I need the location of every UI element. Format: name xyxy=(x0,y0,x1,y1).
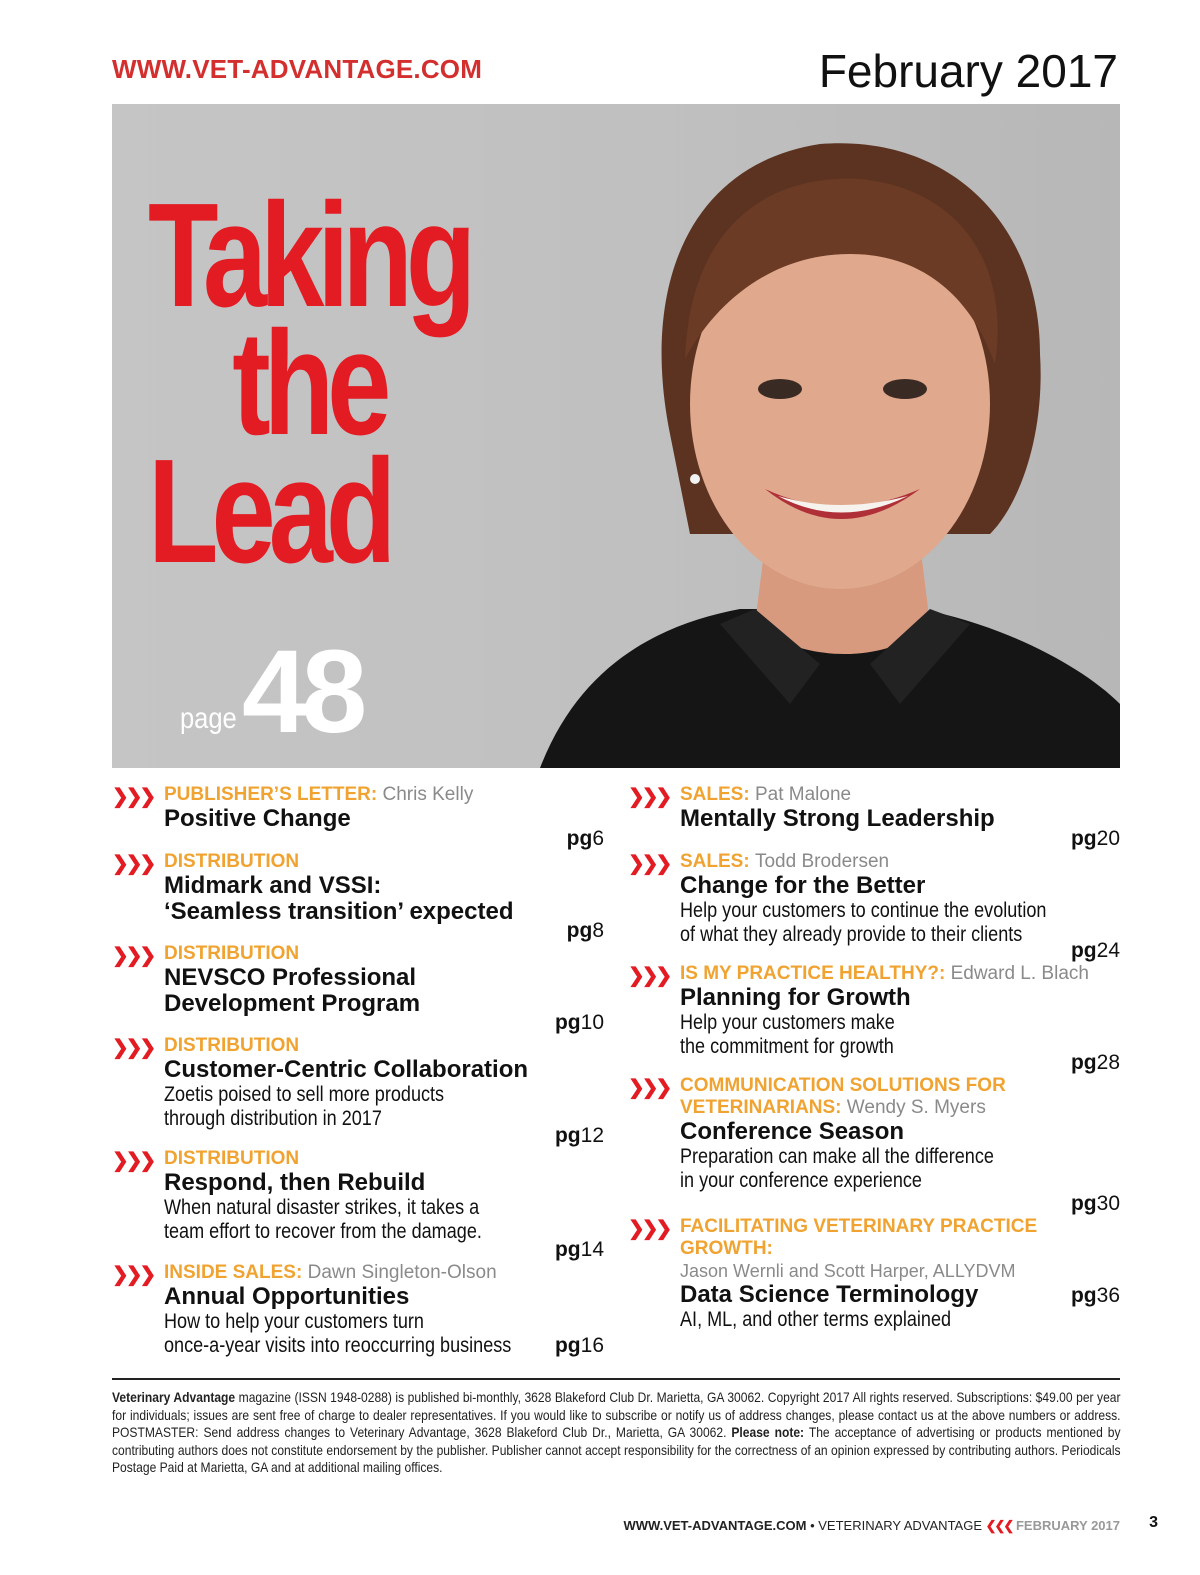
toc-entry[interactable] xyxy=(112,784,604,851)
toc-page-ref: pg12 xyxy=(554,1124,604,1147)
toc-kicker: DISTRIBUTION xyxy=(164,1148,300,1169)
toc-kicker: IS MY PRACTICE HEALTHY?: Edward L. Blach xyxy=(680,963,1089,984)
chevron-right-icon: ❯❯❯ xyxy=(112,1037,154,1059)
toc-page-ref: pg36 xyxy=(1070,1284,1120,1307)
toc-description: Preparation can make all the difference xyxy=(680,1145,994,1168)
cover-page-number[interactable]: 48 xyxy=(242,626,362,758)
toc-kicker: DISTRIBUTION xyxy=(164,943,300,964)
toc-byline: Jason Wernli and Scott Harper, ALLYDVM xyxy=(680,1261,1016,1281)
toc-title: Data Science Terminology xyxy=(680,1281,979,1308)
cover-headline xyxy=(148,173,470,594)
toc-description: team effort to recover from the damage. xyxy=(164,1220,482,1243)
toc-entry[interactable] xyxy=(628,1075,1120,1216)
folio-url[interactable]: WWW.VET-ADVANTAGE.COM xyxy=(623,1518,807,1533)
toc-kicker: COMMUNICATION SOLUTIONS FOR VETERINARIANS: Wendy S. Myers xyxy=(680,1075,1006,1118)
page-number: 3 xyxy=(1149,1514,1158,1531)
toc-title: Conference Season xyxy=(680,1118,905,1145)
toc-page-ref: pg20 xyxy=(1070,827,1120,850)
magazine-name: Veterinary Advantage xyxy=(112,1389,236,1405)
chevron-right-icon: ❯❯❯ xyxy=(628,1218,670,1240)
toc-byline: Dawn Singleton-Olson xyxy=(307,1262,497,1283)
right-eye xyxy=(883,379,927,399)
toc-page-ref: pg14 xyxy=(554,1238,604,1261)
page-folio xyxy=(623,1518,1120,1534)
toc-page-ref: pg10 xyxy=(554,1011,604,1034)
toc-page-ref: pg24 xyxy=(1070,939,1120,962)
toc-title: Positive Change xyxy=(164,805,351,832)
toc-title: ‘Seamless transition’ expected xyxy=(164,898,514,925)
folio-issue: FEBRUARY 2017 xyxy=(1015,1518,1120,1533)
toc-entry[interactable] xyxy=(112,943,604,1035)
toc-kicker: SALES: Pat Malone xyxy=(680,784,852,805)
toc-entry[interactable] xyxy=(628,1216,1120,1331)
earring xyxy=(690,474,700,484)
toc-description: once-a-year visits into reoccurring business xyxy=(164,1334,512,1357)
chevron-right-icon: ❯❯❯ xyxy=(112,945,154,967)
cover-page-label: page xyxy=(180,702,237,735)
toc-left-column xyxy=(112,784,604,1358)
toc-page-ref: pg30 xyxy=(1070,1192,1120,1215)
toc-page-ref: pg8 xyxy=(566,919,604,942)
toc-page-ref: pg16 xyxy=(554,1334,604,1357)
toc-kicker: INSIDE SALES: Dawn Singleton-Olson xyxy=(164,1262,497,1283)
toc-title: Development Program xyxy=(164,990,421,1017)
toc-kicker: PUBLISHER’S LETTER: Chris Kelly xyxy=(164,784,474,805)
toc-title: Change for the Better xyxy=(680,872,926,899)
toc-kicker: DISTRIBUTION xyxy=(164,1035,300,1056)
toc-byline: Chris Kelly xyxy=(382,784,474,805)
note-label: Please note: xyxy=(731,1424,805,1440)
toc-byline: Edward L. Blach xyxy=(950,963,1089,984)
toc-kicker: DISTRIBUTION xyxy=(164,851,300,872)
toc-entry[interactable] xyxy=(112,1262,604,1358)
headline-line-3: Lead xyxy=(148,429,390,594)
chevron-right-icon: ❯❯❯ xyxy=(628,1077,670,1099)
toc-kicker: SALES: Todd Brodersen xyxy=(680,851,890,872)
folio-magazine: VETERINARY ADVANTAGE xyxy=(818,1518,983,1533)
chevron-right-icon: ❯❯❯ xyxy=(112,853,154,875)
headline-line-1: Taking xyxy=(148,173,470,338)
toc-title: Planning for Growth xyxy=(680,984,911,1011)
toc-kicker: FACILITATING VETERINARY PRACTICE GROWTH: xyxy=(680,1216,1038,1259)
toc-description: in your conference experience xyxy=(680,1169,922,1192)
toc-page-ref: pg28 xyxy=(1070,1051,1120,1074)
toc-title: Annual Opportunities xyxy=(164,1283,410,1310)
toc-description: Help your customers to continue the evolution xyxy=(680,899,1047,922)
chevron-right-icon: ❯❯❯ xyxy=(628,853,670,875)
toc-description: AI, ML, and other terms explained xyxy=(680,1308,952,1331)
toc-byline: Pat Malone xyxy=(754,784,852,805)
toc-description: of what they already provide to their clients xyxy=(680,923,1023,946)
toc-title: Respond, then Rebuild xyxy=(164,1169,426,1196)
toc-entry[interactable] xyxy=(112,1148,604,1262)
toc-description: When natural disaster strikes, it takes a xyxy=(164,1196,480,1219)
folio-separator: • xyxy=(810,1518,815,1533)
chevron-left-icon: ❮❮❮ xyxy=(985,1518,1013,1533)
site-url[interactable]: WWW.VET-ADVANTAGE.COM xyxy=(112,54,483,84)
cover-portrait-photo xyxy=(520,104,1120,768)
toc-entry[interactable] xyxy=(628,851,1120,963)
issue-date: February 2017 xyxy=(818,45,1118,97)
toc-entry[interactable] xyxy=(112,1035,604,1148)
toc-entry[interactable] xyxy=(628,784,1120,851)
publication-fine-print: Veterinary Advantage magazine (ISSN 1948-0288) is published bi-monthly, 3628 Blakeford Club Dr. Marietta, GA 30062. Copyright 2017 All rights reserved. Subscriptions: $49.00 per year for individuals; issues are sent free of charge to dealer representatives. If you would like to subscribe or notify us of address changes, please contact us at the above numbers or address. POSTMASTER: Send address changes to Veterinary Advantage, 3628 Blakeford Club Dr., Marietta, GA 30062. Please note: The acceptance of advertising or products mentioned by contributing authors does not constitute endorsement by the publisher. Publisher cannot accept responsibility for the correctness of an opinion expressed by contributing authors. Periodicals Postage Paid at Marietta, GA and at additional mailing offices. xyxy=(112,1389,1121,1475)
headline-line-2: the xyxy=(232,301,385,466)
toc-right-column xyxy=(628,784,1120,1331)
footer-divider xyxy=(112,1378,1120,1380)
toc-entry[interactable] xyxy=(628,963,1120,1075)
toc-byline: Wendy S. Myers xyxy=(846,1097,986,1118)
toc-title: Midmark and VSSI: xyxy=(164,872,382,899)
chevron-right-icon: ❯❯❯ xyxy=(112,786,154,808)
toc-byline: Todd Brodersen xyxy=(754,851,890,872)
toc-page-ref: pg6 xyxy=(566,827,604,850)
toc-description: through distribution in 2017 xyxy=(164,1107,382,1130)
toc-title: NEVSCO Professional xyxy=(164,964,417,991)
chevron-right-icon: ❯❯❯ xyxy=(628,786,670,808)
toc-description: Help your customers make xyxy=(680,1011,895,1034)
left-eye xyxy=(758,379,802,399)
toc-description: How to help your customers turn xyxy=(164,1310,424,1333)
chevron-right-icon: ❯❯❯ xyxy=(628,965,670,987)
toc-title: Customer-Centric Collaboration xyxy=(164,1056,529,1083)
toc-entry[interactable] xyxy=(112,851,604,943)
cover-hero xyxy=(112,104,1120,768)
chevron-right-icon: ❯❯❯ xyxy=(112,1264,154,1286)
chevron-right-icon: ❯❯❯ xyxy=(112,1150,154,1172)
toc-description: the commitment for growth xyxy=(680,1035,894,1058)
toc-title: Mentally Strong Leadership xyxy=(680,805,995,832)
toc-description: Zoetis poised to sell more products xyxy=(164,1083,445,1106)
